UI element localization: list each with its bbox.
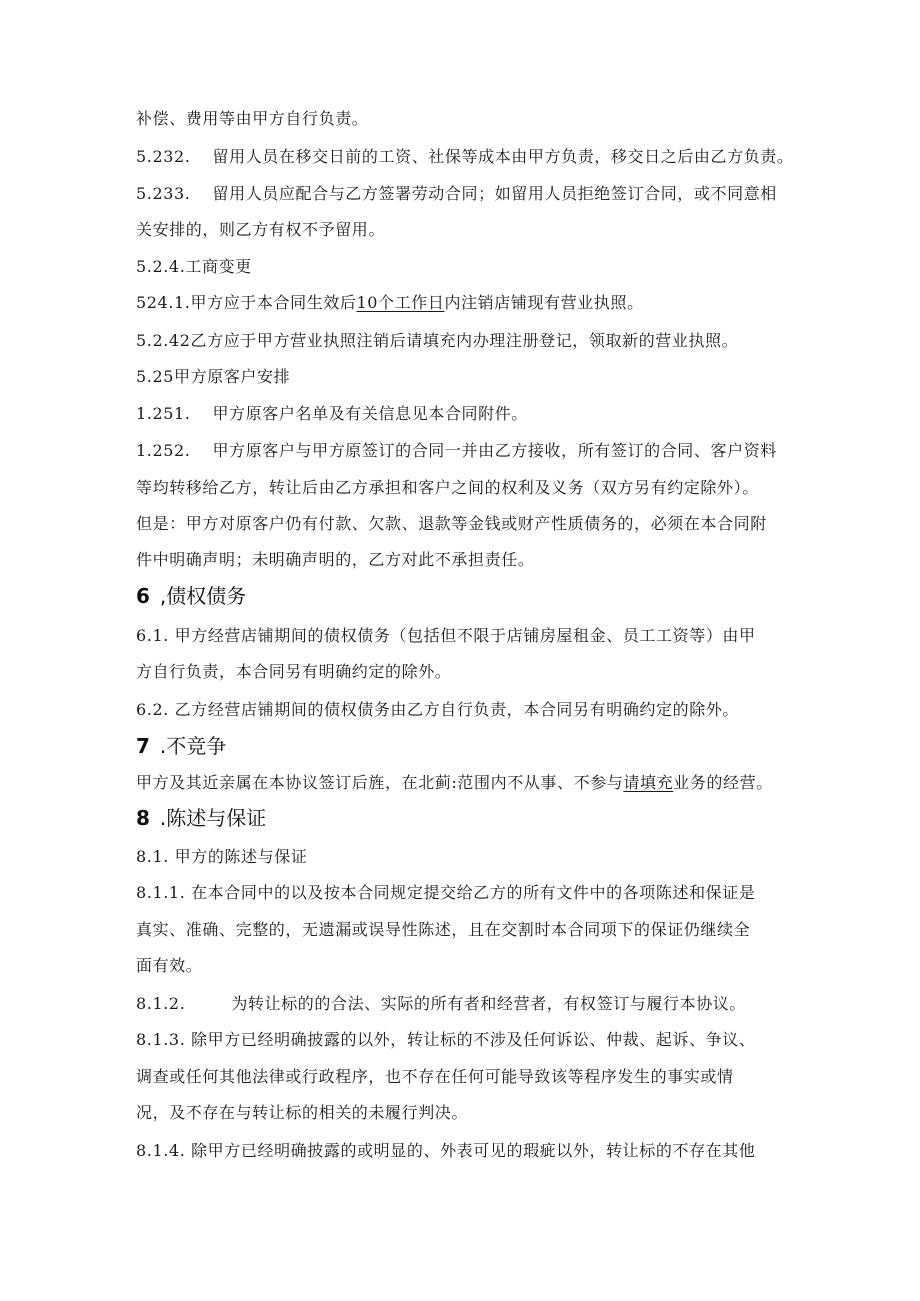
heading-text: .不竞争 bbox=[159, 734, 227, 758]
heading-number: 7 bbox=[136, 734, 150, 758]
heading-text: ,债权债务 bbox=[159, 584, 247, 608]
paragraph-line bbox=[136, 513, 767, 535]
paragraph-line bbox=[136, 219, 385, 241]
clause-number: 8.1.2. bbox=[136, 994, 186, 1013]
line-text: 5.2.4.工商变更 bbox=[136, 257, 252, 276]
line-text: 件中明确声明；未明确声明的，乙方对此不承担责任。 bbox=[136, 550, 535, 569]
clause-number: 1.251. bbox=[136, 404, 191, 423]
section-heading-5-2-4 bbox=[136, 256, 252, 278]
line-text: 等均转移给乙方，转让后由乙方承担和客户之间的权利及义务（双方另有约定除外）。 bbox=[136, 478, 759, 497]
line-text: 5.2.42乙方应于甲方营业执照注销后请填充内办理注册登记，领取新的营业执照。 bbox=[136, 331, 739, 350]
clause-5-2-4-2 bbox=[136, 330, 738, 352]
paragraph-line bbox=[136, 955, 202, 977]
line-text: 但是：甲方对原客户仍有付款、欠款、退款等金钱或财产性质债务的，必须在本合同附 bbox=[136, 514, 767, 533]
line-text: 8.1.3. 除甲方已经明确披露的以外，转让标的不涉及任何诉讼、仲裁、起诉、争议、 bbox=[136, 1030, 756, 1049]
heading-number: 6 bbox=[136, 584, 150, 608]
line-text: 补偿、费用等由甲方自行负责。 bbox=[136, 109, 369, 128]
underlined-blank: 10个工作日 bbox=[356, 293, 445, 312]
section-heading-7 bbox=[136, 732, 226, 760]
paragraph-line bbox=[136, 477, 759, 499]
clause-8-1-3 bbox=[136, 1029, 755, 1051]
clause-8-1-4 bbox=[136, 1140, 755, 1162]
clause-5-2-3-3 bbox=[136, 183, 777, 205]
clause-8-1-1 bbox=[136, 882, 755, 904]
clause-number: 5.232. bbox=[136, 147, 191, 166]
section-heading-8 bbox=[136, 804, 266, 832]
clause-6-1 bbox=[136, 625, 756, 647]
clause-text: 甲方原客户与甲方原签订的合同一并由乙方接收，所有签订的合同、客户资料 bbox=[212, 441, 777, 460]
clause-6-2 bbox=[136, 699, 739, 721]
line-text: 面有效。 bbox=[136, 956, 203, 975]
clause-5-2-3-2 bbox=[136, 146, 794, 168]
paragraph-line bbox=[136, 1102, 468, 1124]
clause-number: 5.233. bbox=[136, 184, 191, 203]
line-text: 真实、准确、完整的，无遗漏或误导性陈述，且在交割时本合同项下的保证仍继续全 bbox=[136, 920, 751, 939]
paragraph-line bbox=[136, 661, 451, 683]
paragraph-line bbox=[136, 108, 368, 130]
heading-number: 8 bbox=[136, 806, 150, 830]
section-heading-5-2-5 bbox=[136, 366, 290, 388]
clause-1-2-5-1 bbox=[136, 403, 528, 425]
clause-text: 业务的经营。 bbox=[673, 773, 773, 792]
paragraph-line bbox=[136, 549, 534, 571]
clause-7-text bbox=[136, 772, 773, 794]
line-text: 方自行负责，本合同另有明确约定的除外。 bbox=[136, 662, 452, 681]
clause-1-2-5-2 bbox=[136, 440, 777, 462]
clause-text: 留用人员在移交日前的工资、社保等成本由甲方负责，移交日之后由乙方负责。 bbox=[212, 147, 794, 166]
clause-number: 1.252. bbox=[136, 441, 191, 460]
line-text: 8.1. 甲方的陈述与保证 bbox=[136, 847, 308, 866]
clause-8-1-2 bbox=[136, 993, 746, 1015]
underlined-blank: 请填充 bbox=[623, 773, 674, 792]
clause-8-1 bbox=[136, 846, 307, 868]
line-text: 8.1.1. 在本合同中的以及按本合同规定提交给乙方的所有文件中的各项陈述和保证是 bbox=[136, 883, 756, 902]
clause-text: 为转让标的的合法、实际的所有者和经营者，有权签订与履行本协议。 bbox=[231, 994, 747, 1013]
line-text: 关安排的，则乙方有权不予留用。 bbox=[136, 220, 386, 239]
line-text: 6.1. 甲方经营店铺期间的债权债务（包括但不限于店铺房屋租金、员工工资等）由甲 bbox=[136, 626, 756, 645]
clause-5-2-4-1 bbox=[136, 292, 644, 314]
line-text: 6.2. 乙方经营店铺期间的债权债务由乙方自行负责，本合同另有明确约定的除外。 bbox=[136, 700, 740, 719]
paragraph-line bbox=[136, 1066, 734, 1088]
clause-text: 524.1.甲方应于本合同生效后 bbox=[136, 293, 357, 312]
clause-text: 内注销店铺现有营业执照。 bbox=[444, 293, 644, 312]
line-text: 5.25甲方原客户安排 bbox=[136, 367, 291, 386]
line-text: 况，及不存在与转让标的相关的未履行判决。 bbox=[136, 1103, 469, 1122]
section-heading-6 bbox=[136, 582, 246, 610]
heading-text: .陈述与保证 bbox=[159, 806, 267, 830]
clause-text: 甲方及其近亲属在本协议签订后旌，在北蓟:范围内不从事、不参与 bbox=[136, 773, 624, 792]
line-text: 8.1.4. 除甲方已经明确披露的或明显的、外表可见的瑕疵以外，转让标的不存在其他 bbox=[136, 1141, 756, 1160]
line-text: 调查或任何其他法律或行政程序，也不存在任何可能导致该等程序发生的事实或情 bbox=[136, 1067, 734, 1086]
clause-text: 甲方原客户名单及有关信息见本合同附件。 bbox=[212, 404, 528, 423]
clause-text: 留用人员应配合与乙方签署劳动合同；如留用人员拒绝签订合同，或不同意相 bbox=[212, 184, 777, 203]
paragraph-line bbox=[136, 919, 750, 941]
